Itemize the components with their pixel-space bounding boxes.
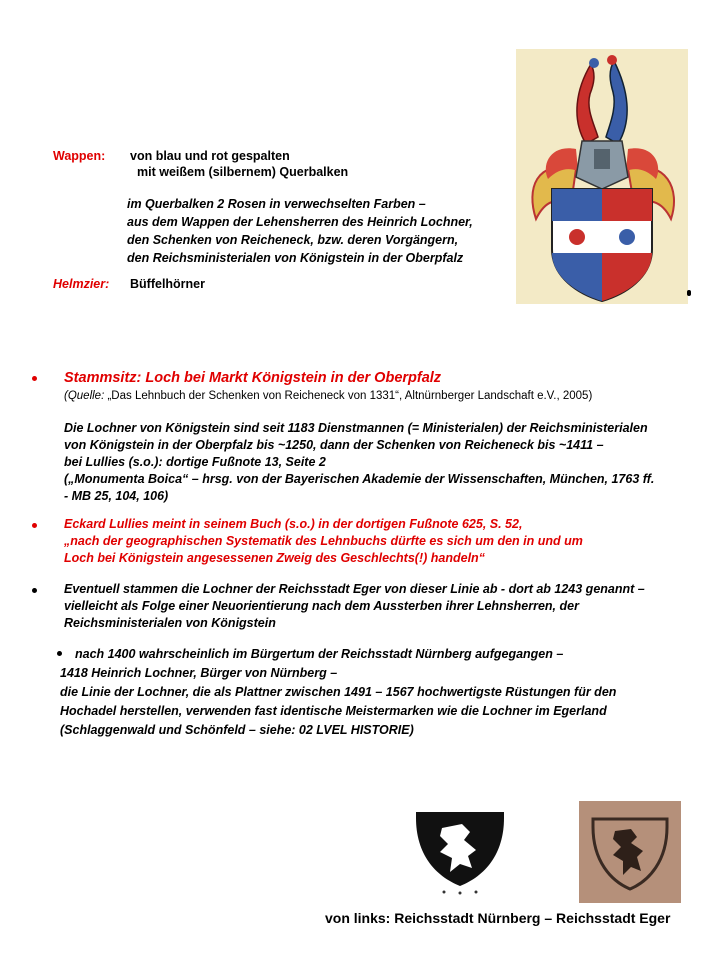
eger-block [64,581,645,632]
nuernberg-first-line: nach 1400 wahrscheinlich im Bürgertum der Reichsstadt Nürnberg aufgegangen – [75,647,564,661]
rosen-block [127,195,473,267]
stammsitz-body [64,420,654,505]
lullies-line-3: Loch bei Königstein angesessenen Zweig des Geschlechts(!) handeln“ [64,551,485,565]
nuernberg-shield-icon [410,806,510,896]
rosen-line-3: den Schenken von Reicheneck, bzw. deren Vorgängern, [127,233,459,247]
stammsitz-line-2: von Königstein in der Oberpfalz bis ~1250, dann der Schenken von Reicheneck bis ~1411 – [64,438,604,452]
source-prefix: (Quelle: [64,390,108,402]
bullet-icon [57,651,62,656]
nuernberg-line-4: (Schlaggenwald und Schönfeld – siehe: 02 LVEL HISTORIE) [60,723,414,737]
lullies-block [64,516,583,567]
bullet-icon [32,588,37,593]
rosen-line-1: im Querbalken 2 Rosen in verwechselten Farben – [127,197,426,211]
source-text: „Das Lehnbuch der Schenken von Reicheneck von 1331“, Altnürnberger Landschaft e.V., 2005) [107,390,593,402]
helmzier-value: Büffelhörner [130,277,205,291]
wappen-line-1: von blau und rot gespalten [130,149,290,163]
rosen-line-2: aus dem Wappen der Lehensherren des Heinrich Lochner, [127,215,473,229]
nuernberg-line-1: 1418 Heinrich Lochner, Bürger von Nürnberg – [60,666,338,680]
lullies-line-1: Eckard Lullies meint in seinem Buch (s.o.) in der dortigen Fußnote 625, S. 52, [64,517,523,531]
nuernberg-line-3: Hochadel herstellen, verwenden fast identische Meistermarken wie die Lochner im Egerland [60,704,607,718]
stammsitz-line-1: Die Lochner von Königstein sind seit 1183 Dienstmannen (= Ministerialen) der Reichsministerialen [64,421,648,435]
nuernberg-line-2: die Linie der Lochner, die als Plattner zwischen 1491 – 1567 hochwertigste Rüstungen für den [60,685,617,699]
edge-mark [687,290,691,296]
coat-of-arms-icon [516,49,688,304]
eger-mark-image [579,801,681,903]
stammsitz-line-4: („Monumenta Boica“ – hrsg. von der Bayerischen Akademie der Wissenschaften, München, 1763 ff. [64,472,655,486]
rosen-line-4: den Reichsministerialen von Königstein in der Oberpfalz [127,251,464,265]
eger-line-1: Eventuell stammen die Lochner der Reichsstadt Eger von dieser Linie ab - dort ab 1243 genannt – [64,582,645,596]
marks-caption: von links: Reichsstadt Nürnberg – Reichsstadt Eger [325,910,671,926]
nuernberg-block [60,664,616,740]
bullet-icon [32,376,37,381]
eger-line-2: vielleicht als Folge einer Neuorientierung nach dem Aussterben ihrer Lehnsherren, der [64,599,579,613]
bullet-icon [32,523,37,528]
eger-line-3: Reichsministerialen von Königstein [64,616,276,630]
eger-shield-icon [579,801,681,903]
stammsitz-source [64,388,592,404]
coat-of-arms-image [516,49,688,304]
wappen-line-2: mit weißem (silbernem) Querbalken [137,165,349,179]
stammsitz-line-5: - MB 25, 104, 106) [64,489,169,503]
nuernberg-mark-image [410,806,510,896]
helmzier-label: Helmzier: [53,277,110,291]
wappen-label: Wappen: [53,149,106,163]
stammsitz-heading: Stammsitz: Loch bei Markt Königstein in der Oberpfalz [64,370,442,386]
lullies-line-2: „nach der geographischen Systematik des Lehnbuchs dürfte es sich um den in und um [64,534,583,548]
stammsitz-line-3: bei Lullies (s.o.): dortige Fußnote 13, Seite 2 [64,455,326,469]
